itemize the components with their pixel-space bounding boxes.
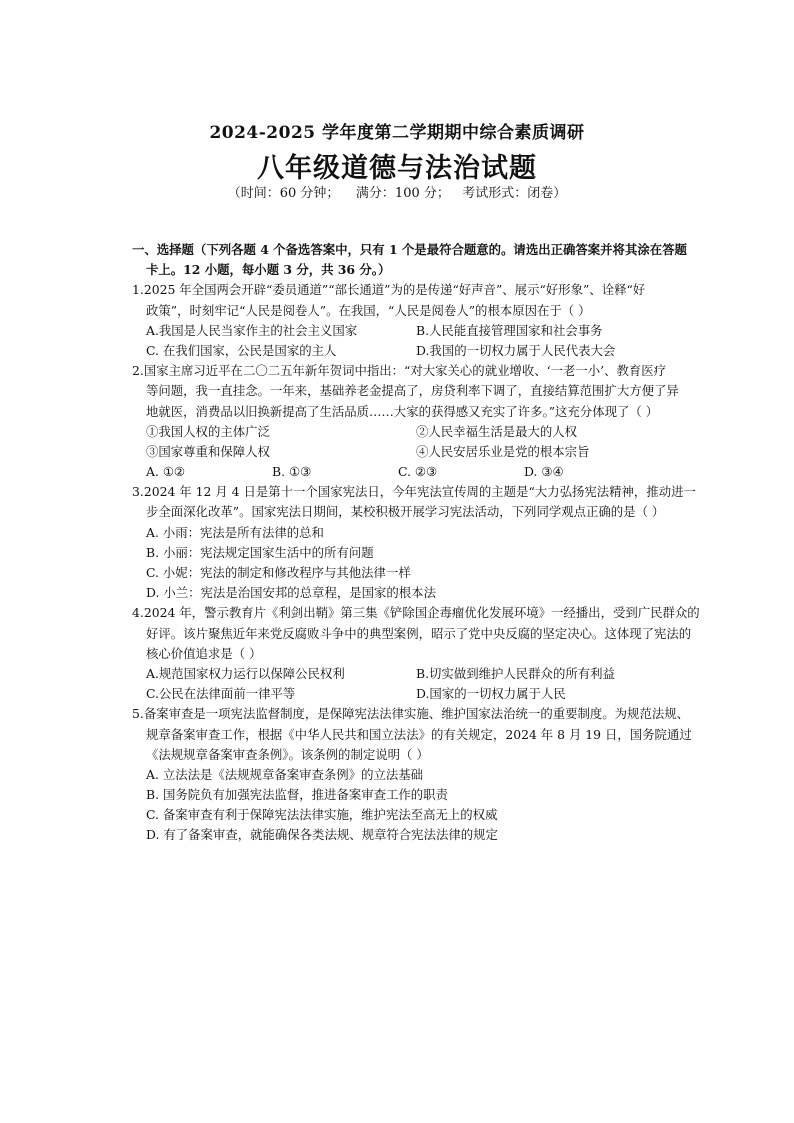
statement-1: ①我国人权的主体广泛	[146, 423, 270, 439]
option-c: C. ②③	[398, 464, 438, 480]
question-2	[132, 361, 679, 482]
option-c: C. 备案审查有利于保障宪法法律实施，维护宪法至高无上的权威	[146, 807, 498, 823]
option-row	[132, 664, 672, 684]
exam-content	[132, 240, 700, 846]
question-stem: 政策”，时刻牢记“人民是阅卷人”。在我国，“人民是阅卷人”的根本原因在于（ ）	[146, 302, 591, 318]
question-stem: 步全面深化改革”。国家宪法日期间，某校积极开展学习宪法活动，下列同学观点正确的是（ ）	[146, 504, 665, 520]
option-a: A.规范国家权力运行以保障公民权利	[146, 665, 345, 681]
question-stem: 等问题，我一直挂念。一年来，基础养老金提高了，房贷利率下调了，直接结算范围扩大方便了异	[146, 383, 679, 399]
question-stem: 规章备案审查工作，根据《中华人民共和国立法法》的有关规定，2024 年 8 月 19 日，国务院通过	[146, 726, 692, 742]
question-1	[132, 280, 672, 361]
statement-3: ③国家尊重和保障人权	[146, 443, 270, 459]
option-d: D.国家的一切权力属于人民	[416, 686, 566, 702]
option-b: B. ①③	[272, 464, 312, 480]
option-row	[132, 462, 672, 482]
option-a: A. 小雨：宪法是所有法律的总和	[146, 524, 324, 540]
statement-2: ②人民幸福生活是最大的人权	[416, 423, 578, 439]
question-stem: 3.2024 年 12 月 4 日是第十一个国家宪法日，今年宪法宣传周的主题是“大力弘扬宪法精神，推动进一	[132, 484, 696, 500]
statement-row	[132, 442, 672, 462]
option-a: A. ①②	[146, 464, 186, 480]
question-stem: 1.2025 年全国两会开辟“委员通道”“部长通道”为的是传递“好声音”、展示“好形象”、诠释“好	[132, 282, 646, 298]
option-d: D.我国的一切权力属于人民代表大会	[416, 342, 616, 358]
option-row	[132, 684, 672, 704]
option-d: D. 有了备案审查，就能确保各类法规、规章符合宪法法律的规定	[146, 827, 498, 843]
option-b: B. 小丽：宪法规定国家生活中的所有问题	[146, 544, 374, 560]
exam-subtitle: 2024-2025 学年度第二学期期中综合素质调研	[209, 123, 585, 143]
option-c: C. 小妮：宪法的制定和修改程序与其他法律一样	[146, 565, 411, 580]
exam-info: （时间：60 分钟； 满分：100 分； 考试形式：闭卷）	[227, 186, 567, 201]
exam-title: 八年级道德与法治试题	[257, 153, 537, 184]
question-stem: 核心价值追求是（ ）	[146, 645, 262, 661]
question-stem: 地就医，消费品以旧换新提高了生活品质……大家的获得感又充实了许多。”这充分体现了（ ）	[146, 403, 659, 419]
option-c: C.公民在法律面前一律平等	[146, 686, 296, 702]
question-5	[132, 704, 692, 845]
question-stem: 4.2024 年，警示教育片《利剑出鞘》第三集《铲除国企毒瘤优化发展环境》一经播出，受到广民群众的	[132, 605, 700, 621]
option-d: D. 小兰：宪法是治国安邦的总章程，是国家的根本法	[146, 585, 436, 601]
option-row	[132, 321, 672, 341]
question-4	[132, 603, 700, 704]
question-stem: 5.备案审查是一项宪法监督制度，是保障宪法法律实施、维护国家法治统一的重要制度。为规范法规、	[132, 706, 690, 722]
section-heading-cont: 卡上。12 小题，每小题 3 分，共 36 分。）	[146, 262, 391, 278]
option-c: C. 在我们国家，公民是国家的主人	[146, 342, 337, 358]
question-stem: 好评。该片聚焦近年来党反腐败斗争中的典型案例，昭示了党中央反腐的坚定决心。这体现了宪法的	[146, 625, 692, 641]
option-a: A.我国是人民当家作主的社会主义国家	[146, 322, 358, 338]
option-d: D. ③④	[524, 464, 564, 480]
question-stem: 2.国家主席习近平在二〇二五年新年贺词中指出：“对大家关心的就业增收、‘一老一小’、教育医疗	[132, 363, 667, 379]
statement-4: ④人民安居乐业是党的根本宗旨	[416, 443, 590, 459]
option-row	[132, 341, 672, 361]
question-stem: 《法规规章备案审查条例》。该条例的制定说明（ ）	[146, 746, 429, 762]
option-a: A. 立法法是《法规规章备案审查条例》的立法基础	[146, 766, 424, 782]
statement-row	[132, 422, 672, 442]
section-heading: 一、选择题（下列各题 4 个备选答案中，只有 1 个是最符合题意的。请选出正确答案并将其涂在答题	[132, 242, 687, 257]
option-b: B. 国务院负有加强宪法监督，推进备案审查工作的职责	[146, 787, 448, 803]
option-b: B.人民能直接管理国家和社会事务	[416, 322, 603, 338]
question-3	[132, 482, 696, 603]
option-b: B.切实做到维护人民群众的所有利益	[416, 665, 615, 681]
